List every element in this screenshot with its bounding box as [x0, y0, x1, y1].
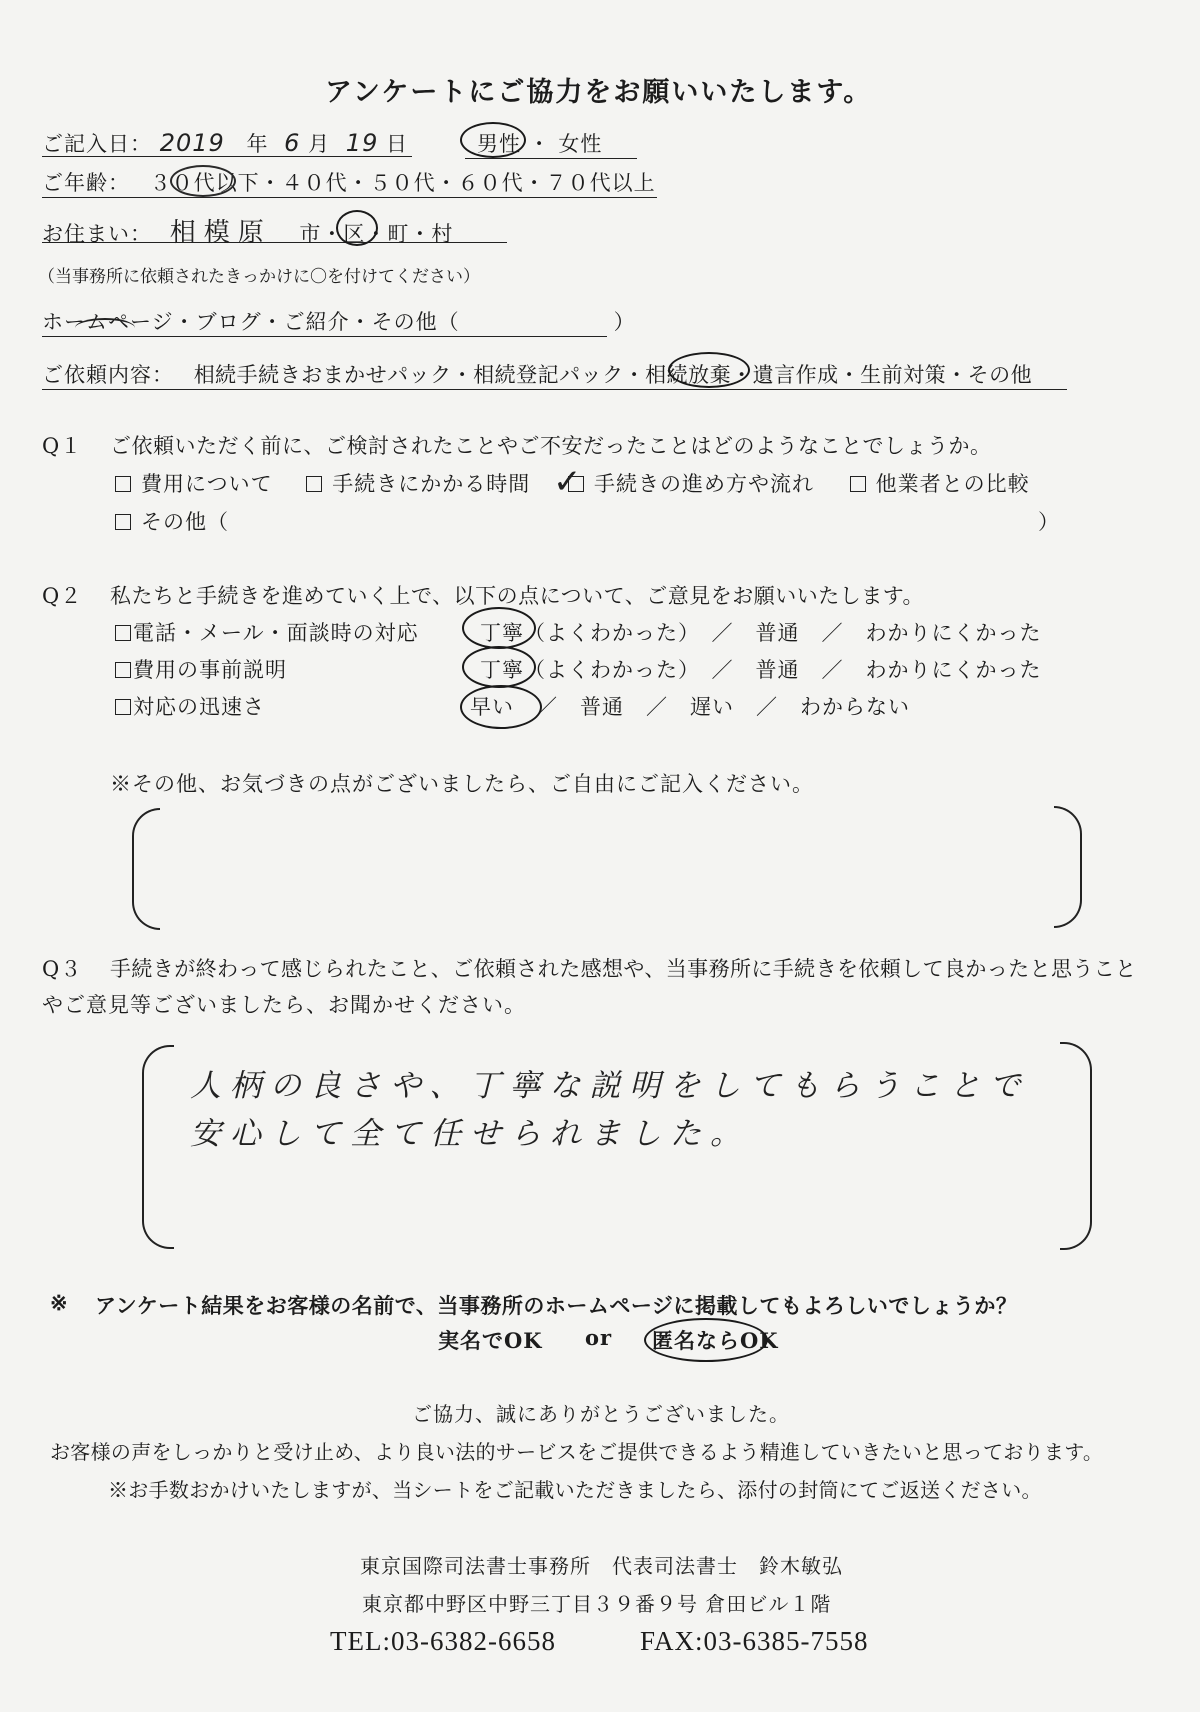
q1-option-process: 手続きの進め方や流れ — [593, 472, 814, 496]
q2-question: 私たちと手続きを進めていく上で、以下の点について、ご意見をお願いいたします。 — [110, 584, 925, 608]
q2-speed-circle — [460, 685, 542, 729]
publish-anon-circle — [644, 1318, 768, 1362]
city-circle — [336, 210, 378, 246]
age-row — [42, 167, 657, 198]
gender-options[interactable]: 男性 ・ 女性 — [465, 128, 637, 159]
q1-option-compare: 他業者との比較 — [875, 472, 1030, 496]
q1-option-time: 手続きにかかる時間 — [332, 472, 531, 496]
q3-question-line2: やご意見等ございましたら、お聞かせください。 — [42, 993, 526, 1017]
office-tel: TEL:03-6382-6658 — [330, 1626, 556, 1656]
q1-options-row2 — [115, 506, 229, 536]
office-name: 東京国際司法書士事務所 代表司法書士 鈴木敏弘 — [360, 1554, 843, 1578]
q2-cost-circle — [462, 646, 536, 688]
q2-number: Q２ — [42, 584, 83, 608]
address-value: 相模原 — [169, 218, 272, 248]
office-address: 東京都中野区中野三丁目３９番９号 倉田ビル１階 — [362, 1592, 832, 1616]
q1-checkbox-other[interactable] — [115, 514, 131, 530]
date-label: ご記入日： — [42, 132, 152, 156]
q2-row-speed — [115, 691, 265, 721]
q1-checkbox-cost[interactable] — [115, 476, 131, 492]
trigger-mark — [75, 318, 135, 338]
q3-answer-line2: 安心して全て任せられました。 — [190, 1116, 750, 1152]
trigger-note: （当事務所に依頼されたきっかけに〇を付けてください） — [38, 267, 480, 287]
date-day: 19 — [345, 129, 379, 157]
q2-row-contact — [115, 617, 419, 647]
q1-checkbox-compare[interactable] — [850, 476, 866, 492]
q2-row-cost-label: 費用の事前説明 — [133, 658, 287, 682]
request-circle — [668, 352, 750, 388]
request-options[interactable]: 相続手続きおまかせパック・相続登記パック・相続放棄・遺言作成・生前対策・その他 — [193, 363, 1033, 387]
age-label: ご年齢： — [42, 171, 130, 195]
q1-check-mark: ✓ — [553, 462, 582, 502]
address-label: お住まい： — [42, 222, 152, 246]
publish-mark: ※ — [50, 1290, 69, 1315]
year-unit: 年 — [246, 132, 269, 156]
q2-row-speed-label: 対応の迅速さ — [133, 695, 265, 719]
q2-contact-circle — [462, 607, 536, 649]
publish-or: or — [585, 1325, 613, 1350]
q2-checkbox-cost[interactable] — [115, 662, 131, 678]
address-row — [42, 212, 507, 248]
q1-option-other: その他（ — [141, 510, 229, 534]
q2-row-contact-label: 電話・メール・面談時の対応 — [133, 621, 419, 645]
publish-question: アンケート結果をお客様の名前で、当事務所のホームページに掲載してもよろしいでしょうか？ — [95, 1293, 1018, 1318]
q1-number: Q１ — [42, 434, 83, 458]
day-unit: 日 — [386, 132, 409, 156]
q3-answer-bracket-right — [1060, 1042, 1092, 1250]
address-units[interactable]: 市・区・町・村 — [299, 222, 454, 246]
request-row — [42, 359, 1067, 390]
age-options[interactable]: ３０代以下・４０代・５０代・６０代・７０代以上 — [149, 171, 656, 195]
gender-circle — [460, 122, 526, 158]
closing-note: ※お手数おかけいたしますが、当シートをご記載いただきましたら、添付の封筒にてご返送ください。 — [108, 1478, 1042, 1502]
date-row — [42, 128, 412, 157]
q3-answer-bracket-left — [142, 1045, 174, 1249]
trigger-options[interactable]: ホームページ・ブログ・ご紹介・その他（ ） — [42, 306, 607, 337]
page-title: アンケートにご協力をお願いいたします。 — [325, 77, 873, 108]
q2-row-contact-answers[interactable]: 丁寧（よくわかった） ／ 普通 ／ わかりにくかった — [480, 621, 1042, 645]
closing-thanks: ご協力、誠にありがとうございました。 — [412, 1402, 790, 1426]
closing-message: お客様の声をしっかりと受け止め、より良い法的サービスをご提供できるよう精進していきたいと思っております。 — [50, 1440, 1104, 1464]
q2-comment-bracket-left — [132, 808, 160, 930]
q1-option-cost: 費用について — [141, 472, 273, 496]
q3-number: Q３ — [42, 957, 83, 981]
q2-row-cost — [115, 654, 287, 684]
q2-checkbox-contact[interactable] — [115, 625, 131, 641]
date-month: 6 — [284, 129, 301, 157]
office-fax: FAX:03-6385-7558 — [640, 1626, 869, 1656]
publish-option-anon[interactable]: 匿名ならOK — [652, 1328, 779, 1353]
q3-answer-line1: 人柄の良さや、丁寧な説明をしてもらうことで — [190, 1068, 1030, 1104]
month-unit: 月 — [308, 132, 331, 156]
q2-row-cost-answers[interactable]: 丁寧（よくわかった） ／ 普通 ／ わかりにくかった — [480, 658, 1042, 682]
q2-other-prompt: ※その他、お気づきの点がございましたら、ご自由にご記入ください。 — [110, 772, 814, 796]
q1-checkbox-time[interactable] — [306, 476, 322, 492]
q2-row-speed-answers[interactable]: 早い ／ 普通 ／ 遅い ／ わからない — [470, 695, 910, 719]
publish-option-real[interactable]: 実名でOK — [438, 1328, 543, 1353]
q3-question-line1: 手続きが終わって感じられたこと、ご依頼された感想や、当事務所に手続きを依頼して良かったと思うこと — [110, 957, 1137, 981]
q1-close-paren: ） — [1038, 510, 1060, 534]
q1-question: ご依頼いただく前に、ご検討されたことやご不安だったことはどのようなことでしょうか。 — [110, 434, 992, 458]
q2-checkbox-speed[interactable] — [115, 699, 131, 715]
request-label: ご依頼内容： — [42, 363, 174, 387]
q2-comment-bracket-right — [1054, 806, 1082, 928]
age-circle — [170, 165, 236, 197]
date-year: 2019 — [159, 129, 225, 157]
